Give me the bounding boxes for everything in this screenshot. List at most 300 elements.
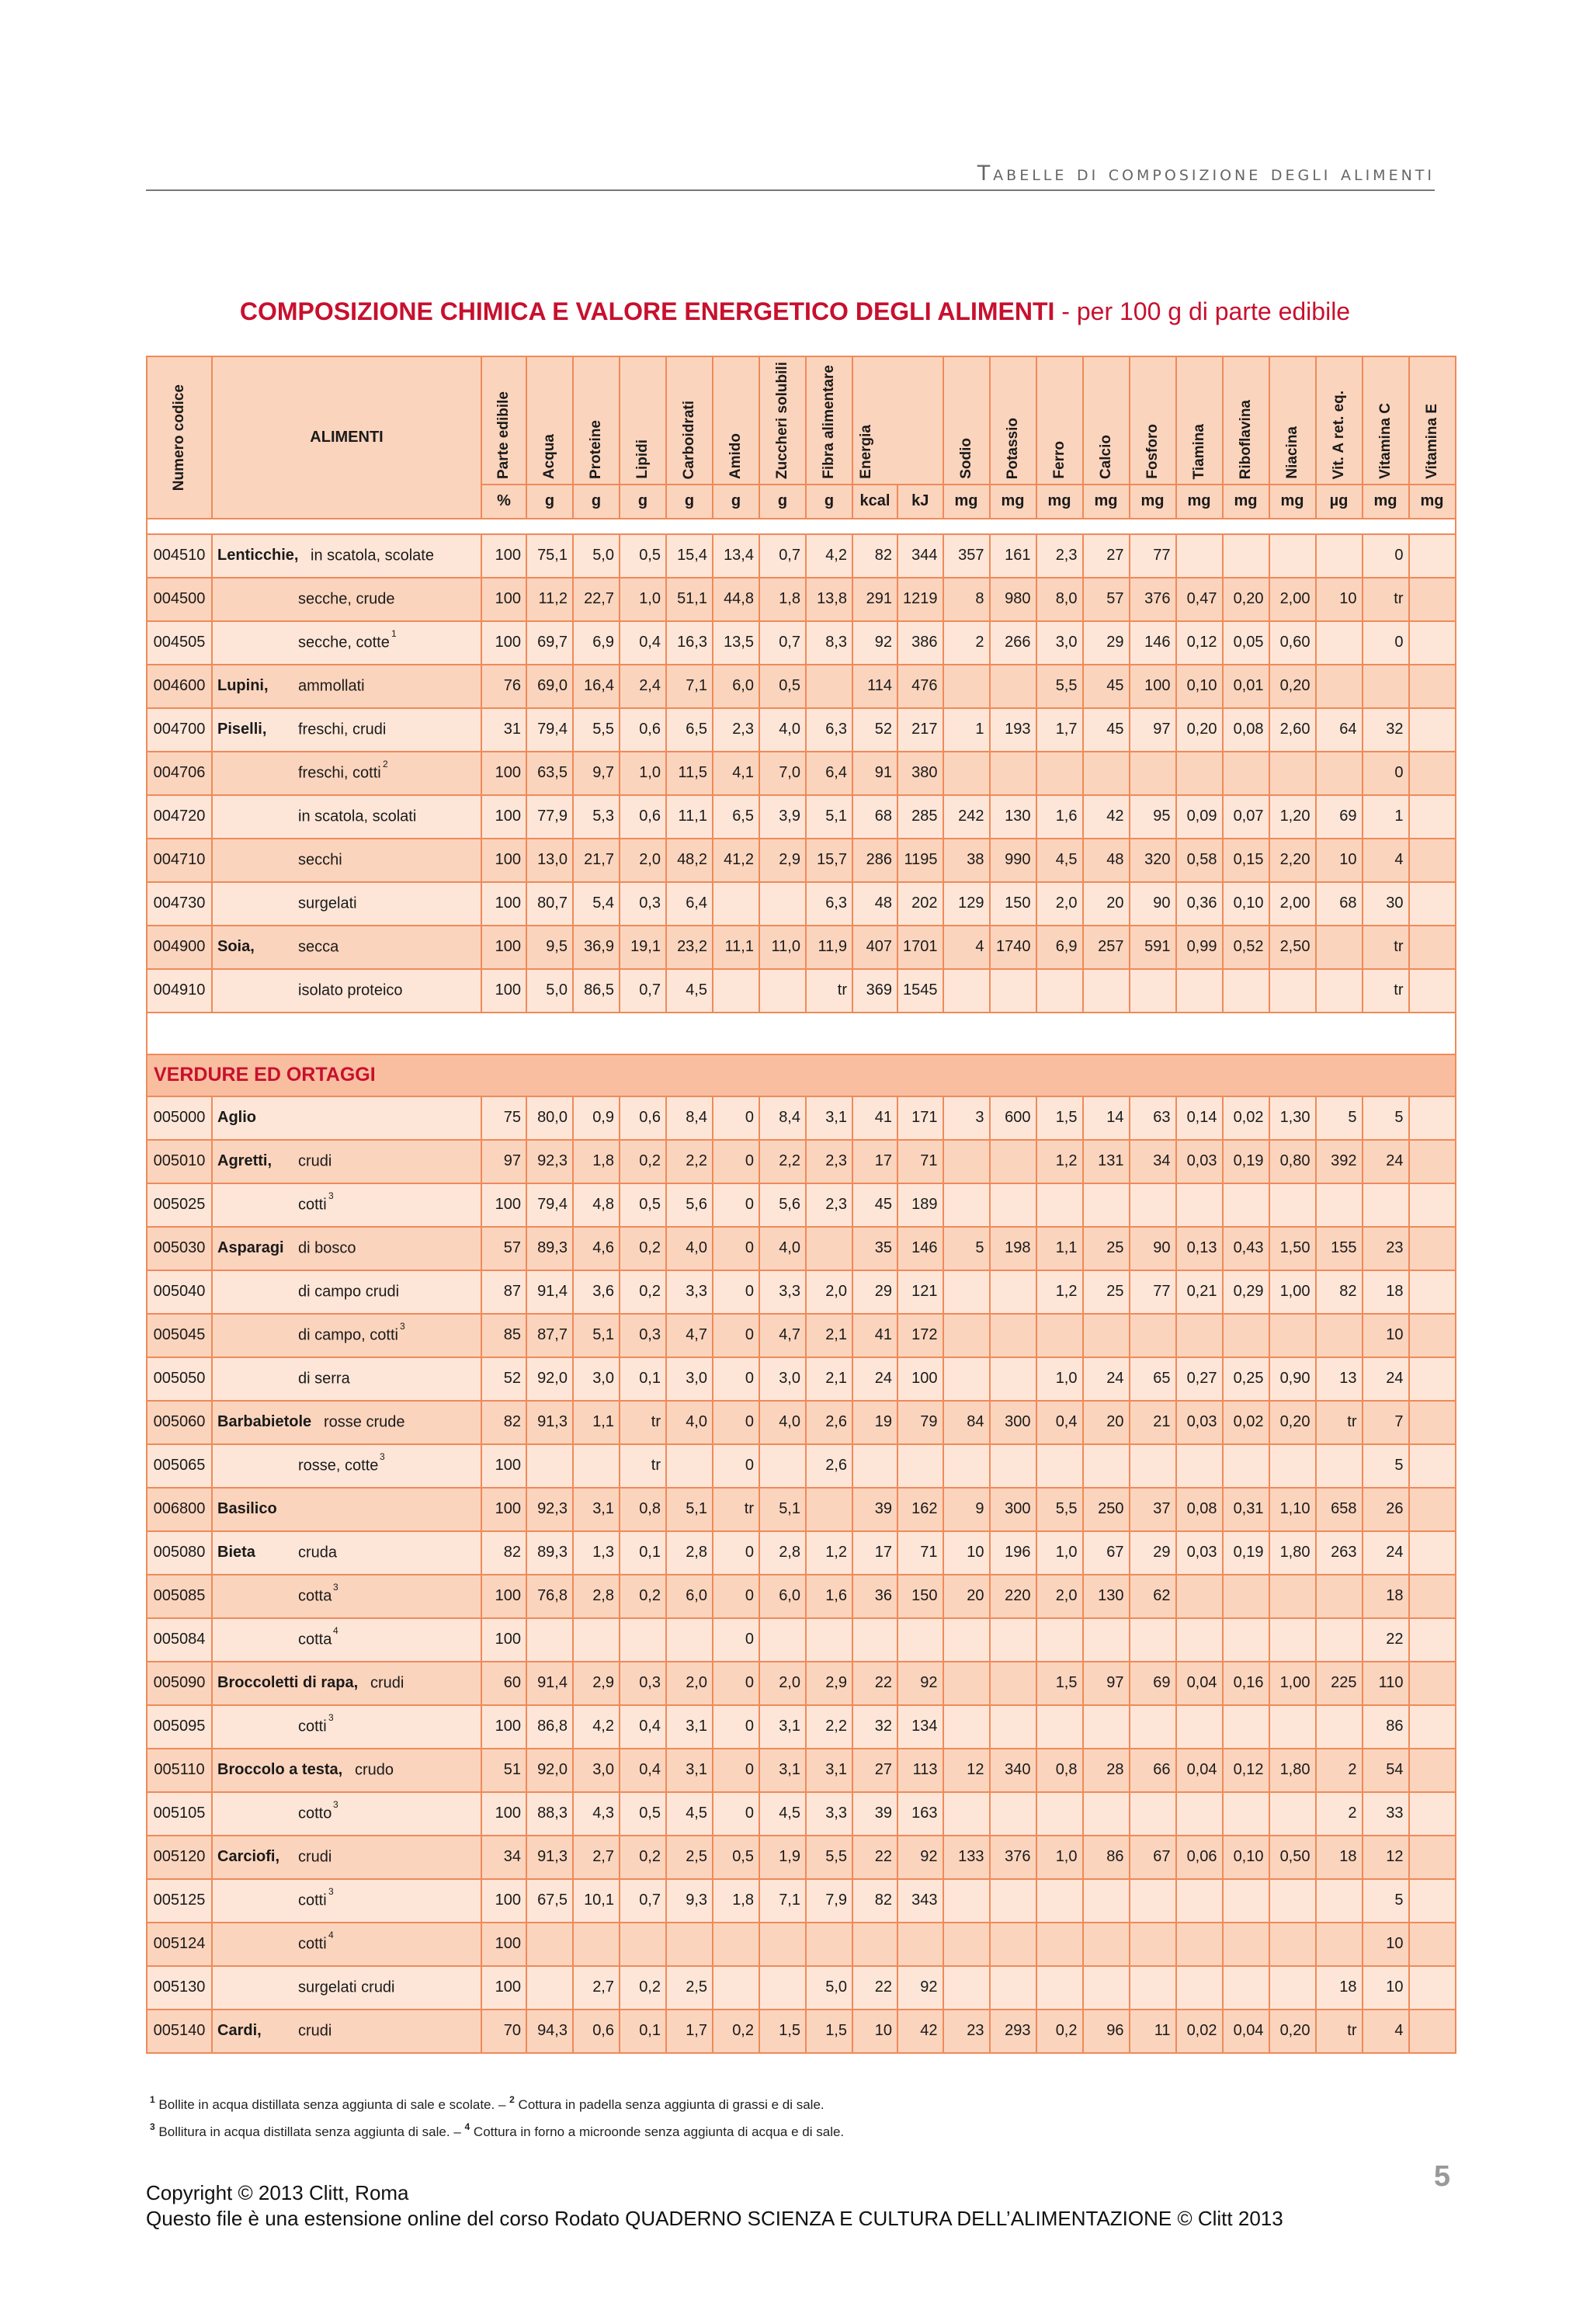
value-cell: 980 <box>990 578 1036 621</box>
footnotes <box>150 2089 844 2143</box>
value-cell: 0 <box>713 1444 759 1488</box>
value-cell: 0 <box>713 1792 759 1836</box>
table-row <box>147 1662 1456 1705</box>
value-cell <box>1316 1575 1363 1618</box>
value-cell <box>1409 1270 1456 1314</box>
value-cell: 0 <box>713 1575 759 1618</box>
value-cell: 6,0 <box>666 1575 713 1618</box>
value-cell: 0,47 <box>1176 578 1223 621</box>
column-header-19: Vitamina C <box>1363 356 1409 485</box>
value-cell: 5 <box>1316 1096 1363 1140</box>
value-cell: 0,06 <box>1176 1836 1223 1879</box>
value-cell: 32 <box>852 1705 897 1749</box>
value-cell: 88,3 <box>526 1792 573 1836</box>
column-header-5: Amido <box>713 356 759 485</box>
value-cell <box>1083 752 1130 795</box>
value-cell: 1,5 <box>1036 1096 1083 1140</box>
value-cell <box>1363 665 1409 708</box>
value-cell: 5,0 <box>526 969 573 1013</box>
value-cell: 22 <box>1363 1618 1409 1662</box>
value-cell: 0 <box>713 1183 759 1227</box>
value-cell: 2,3 <box>806 1183 852 1227</box>
value-cell <box>1409 534 1456 578</box>
value-cell: 0,1 <box>620 2010 666 2053</box>
value-cell <box>1130 1792 1176 1836</box>
value-cell <box>1130 1923 1176 1966</box>
value-cell <box>1316 1923 1363 1966</box>
value-cell: 31 <box>481 708 526 752</box>
food-code: 005085 <box>147 1575 212 1618</box>
value-cell <box>1409 1792 1456 1836</box>
value-cell: 77 <box>1130 534 1176 578</box>
food-name: Cardi, <box>217 2022 262 2040</box>
value-cell: 0,52 <box>1223 926 1269 969</box>
value-cell: 41 <box>852 1314 897 1357</box>
value-cell: 4,5 <box>666 969 713 1013</box>
value-cell: 2,20 <box>1269 839 1316 882</box>
value-cell: 100 <box>481 1705 526 1749</box>
blank-row <box>147 1013 1456 1054</box>
value-cell: 0,60 <box>1269 621 1316 665</box>
value-cell: 0,2 <box>620 1270 666 1314</box>
value-cell <box>990 1270 1036 1314</box>
value-cell <box>943 1662 990 1705</box>
table-title <box>0 297 1590 326</box>
value-cell: 369 <box>852 969 897 1013</box>
value-cell: 34 <box>481 1836 526 1879</box>
value-cell <box>1409 1183 1456 1227</box>
value-cell: 5,0 <box>806 1966 852 2010</box>
value-cell: 6,5 <box>666 708 713 752</box>
value-cell <box>1083 1923 1130 1966</box>
unit-cell: mg <box>990 485 1036 519</box>
value-cell <box>1223 1575 1269 1618</box>
food-description: cotta <box>298 1587 332 1605</box>
value-cell: 113 <box>897 1749 943 1792</box>
value-cell: 48 <box>852 882 897 926</box>
food-code: 005010 <box>147 1140 212 1183</box>
value-cell <box>759 882 806 926</box>
value-cell: 196 <box>990 1531 1036 1575</box>
value-cell: 4,7 <box>666 1314 713 1357</box>
value-cell: 0,02 <box>1176 2010 1223 2053</box>
value-cell: 22,7 <box>573 578 620 621</box>
value-cell <box>1409 665 1456 708</box>
value-cell <box>1269 1923 1316 1966</box>
value-cell: 4,2 <box>573 1705 620 1749</box>
table-row <box>147 1270 1456 1314</box>
value-cell <box>1223 1705 1269 1749</box>
value-cell: 21,7 <box>573 839 620 882</box>
value-cell: 100 <box>481 1488 526 1531</box>
value-cell: 100 <box>481 1923 526 1966</box>
food-code: 004505 <box>147 621 212 665</box>
value-cell: 86 <box>1363 1705 1409 1749</box>
food-code: 005045 <box>147 1314 212 1357</box>
value-cell: 0,4 <box>620 1705 666 1749</box>
value-cell: 2,2 <box>759 1140 806 1183</box>
value-cell: 0,36 <box>1176 882 1223 926</box>
food-name: Barbabietole <box>217 1413 312 1431</box>
column-header-20: Vitamina E <box>1409 356 1456 485</box>
value-cell: 5,1 <box>806 795 852 839</box>
value-cell: 5,4 <box>573 882 620 926</box>
food-description: secca <box>298 938 339 956</box>
value-cell: 18 <box>1316 1836 1363 1879</box>
value-cell: 0,2 <box>620 1836 666 1879</box>
value-cell <box>1130 969 1176 1013</box>
food-description: in scatola, scolate <box>311 547 434 564</box>
value-cell: tr <box>1363 926 1409 969</box>
value-cell <box>1223 1618 1269 1662</box>
food-description: rosse crude <box>324 1413 405 1431</box>
value-cell: 217 <box>897 708 943 752</box>
value-cell <box>1176 1618 1223 1662</box>
value-cell: 100 <box>481 534 526 578</box>
value-cell: 100 <box>481 1966 526 2010</box>
value-cell: 92,0 <box>526 1357 573 1401</box>
table-row <box>147 1749 1456 1792</box>
value-cell: 386 <box>897 621 943 665</box>
value-cell: 376 <box>990 1836 1036 1879</box>
value-cell: 11,2 <box>526 578 573 621</box>
value-cell <box>1176 1314 1223 1357</box>
value-cell: 6,4 <box>806 752 852 795</box>
value-cell <box>1083 1314 1130 1357</box>
unit-cell: kcal <box>852 485 897 519</box>
value-cell <box>943 1705 990 1749</box>
value-cell: 320 <box>1130 839 1176 882</box>
nutrition-table-wrapper <box>146 356 1456 2054</box>
value-cell <box>990 1879 1036 1923</box>
value-cell <box>990 1923 1036 1966</box>
table-row <box>147 1966 1456 2010</box>
value-cell: 0,6 <box>620 1096 666 1140</box>
food-name: Piselli, <box>217 721 267 738</box>
value-cell <box>1083 1792 1130 1836</box>
value-cell: 0,03 <box>1176 1140 1223 1183</box>
food-description: cotti <box>298 1935 327 1953</box>
value-cell: 300 <box>990 1488 1036 1531</box>
value-cell: 97 <box>1083 1662 1130 1705</box>
food-name-cell <box>212 578 481 621</box>
value-cell: 77 <box>1130 1270 1176 1314</box>
column-header-18: Vit. A ret. eq. <box>1316 356 1363 485</box>
value-cell: 340 <box>990 1749 1036 1792</box>
value-cell: 0,05 <box>1223 621 1269 665</box>
value-cell: 5,6 <box>666 1183 713 1227</box>
food-code: 005130 <box>147 1966 212 2010</box>
value-cell: 0 <box>713 1401 759 1444</box>
value-cell: 0,19 <box>1223 1531 1269 1575</box>
value-cell: 2,8 <box>573 1575 620 1618</box>
value-cell: 100 <box>1130 665 1176 708</box>
value-cell: 0,02 <box>1223 1096 1269 1140</box>
value-cell: 0,2 <box>1036 2010 1083 2053</box>
value-cell: 8,3 <box>806 621 852 665</box>
value-cell: 10 <box>1363 1314 1409 1357</box>
value-cell: 79,4 <box>526 708 573 752</box>
value-cell: 66 <box>1130 1749 1176 1792</box>
value-cell: 11 <box>1130 2010 1176 2053</box>
value-cell: 1,6 <box>1036 795 1083 839</box>
value-cell: 4 <box>943 926 990 969</box>
value-cell: 0,7 <box>759 621 806 665</box>
value-cell: 0,04 <box>1176 1662 1223 1705</box>
food-code: 005065 <box>147 1444 212 1488</box>
value-cell: 24 <box>1363 1531 1409 1575</box>
value-cell <box>759 1618 806 1662</box>
value-cell <box>1223 1923 1269 1966</box>
value-cell <box>1409 1618 1456 1662</box>
value-cell: 2,50 <box>1269 926 1316 969</box>
value-cell: 38 <box>943 839 990 882</box>
value-cell <box>1409 1966 1456 2010</box>
value-cell <box>943 1792 990 1836</box>
value-cell <box>943 1183 990 1227</box>
value-cell: 0 <box>713 1705 759 1749</box>
value-cell: 86,5 <box>573 969 620 1013</box>
food-name-cell <box>212 1488 481 1531</box>
value-cell: 407 <box>852 926 897 969</box>
value-cell: 1,0 <box>1036 1357 1083 1401</box>
value-cell: 24 <box>1363 1357 1409 1401</box>
value-cell: 17 <box>852 1531 897 1575</box>
value-cell: 3,0 <box>573 1357 620 1401</box>
value-cell: 5,3 <box>573 795 620 839</box>
value-cell: 0,4 <box>620 621 666 665</box>
value-cell <box>990 1662 1036 1705</box>
value-cell: 91 <box>852 752 897 795</box>
unit-cell: g <box>526 485 573 519</box>
value-cell <box>1316 1183 1363 1227</box>
value-cell: 23 <box>1363 1227 1409 1270</box>
value-cell: 69 <box>1316 795 1363 839</box>
value-cell <box>526 1923 573 1966</box>
value-cell: 0,04 <box>1223 2010 1269 2053</box>
unit-cell: g <box>713 485 759 519</box>
value-cell: tr <box>620 1401 666 1444</box>
value-cell: 3,1 <box>759 1749 806 1792</box>
value-cell: 25 <box>1083 1227 1130 1270</box>
value-cell: 5 <box>1363 1096 1409 1140</box>
value-cell: 0,09 <box>1176 795 1223 839</box>
value-cell: 80,0 <box>526 1096 573 1140</box>
value-cell: 0,29 <box>1223 1270 1269 1314</box>
value-cell: 63,5 <box>526 752 573 795</box>
value-cell: 97 <box>1130 708 1176 752</box>
value-cell <box>759 1966 806 2010</box>
value-cell: 134 <box>897 1705 943 1749</box>
column-header-7: Fibra alimentare <box>806 356 852 485</box>
food-name-cell <box>212 1227 481 1270</box>
value-cell: 189 <box>897 1183 943 1227</box>
food-name: Asparagi <box>217 1239 284 1257</box>
value-cell: 1,2 <box>806 1531 852 1575</box>
value-cell <box>1130 1879 1176 1923</box>
value-cell: 22 <box>852 1662 897 1705</box>
value-cell <box>1409 1575 1456 1618</box>
value-cell <box>1409 708 1456 752</box>
food-name-cell <box>212 1357 481 1401</box>
value-cell: 0,4 <box>1036 1401 1083 1444</box>
column-header-4: Carboidrati <box>666 356 713 485</box>
value-cell: 45 <box>852 1183 897 1227</box>
value-cell <box>1176 1966 1223 2010</box>
table-row <box>147 1705 1456 1749</box>
value-cell: 0,25 <box>1223 1357 1269 1401</box>
value-cell: 36,9 <box>573 926 620 969</box>
value-cell: 69 <box>1130 1662 1176 1705</box>
value-cell: 91,4 <box>526 1662 573 1705</box>
value-cell: 76 <box>481 665 526 708</box>
value-cell <box>1223 1183 1269 1227</box>
food-code: 005025 <box>147 1183 212 1227</box>
value-cell: 0,16 <box>1223 1662 1269 1705</box>
value-cell: 0,1 <box>620 1357 666 1401</box>
value-cell: 3,9 <box>759 795 806 839</box>
value-cell: 0,01 <box>1223 665 1269 708</box>
value-cell: 18 <box>1316 1966 1363 2010</box>
food-name: Basilico <box>217 1500 277 1518</box>
page-number: 5 <box>1433 2160 1450 2193</box>
value-cell <box>1409 1227 1456 1270</box>
value-cell: 85 <box>481 1314 526 1357</box>
value-cell: 11,5 <box>666 752 713 795</box>
value-cell <box>1176 1183 1223 1227</box>
column-header-11: Potassio <box>990 356 1036 485</box>
value-cell <box>1036 1314 1083 1357</box>
value-cell: 82 <box>852 534 897 578</box>
value-cell: 26 <box>1363 1488 1409 1531</box>
value-cell <box>1223 752 1269 795</box>
value-cell: 7,1 <box>666 665 713 708</box>
table-title-sub: - per 100 g di parte edibile <box>1054 297 1351 325</box>
value-cell: 4,7 <box>759 1314 806 1357</box>
value-cell <box>897 1923 943 1966</box>
value-cell: 1,0 <box>1036 1531 1083 1575</box>
value-cell: 1,6 <box>806 1575 852 1618</box>
value-cell: 0,2 <box>620 1227 666 1270</box>
value-cell <box>1083 1879 1130 1923</box>
value-cell: 293 <box>990 2010 1036 2053</box>
value-cell <box>1316 969 1363 1013</box>
value-cell: 0,13 <box>1176 1227 1223 1270</box>
value-cell <box>1036 1705 1083 1749</box>
value-cell: 0,7 <box>620 1879 666 1923</box>
value-cell: 0 <box>713 1749 759 1792</box>
value-cell: 0,08 <box>1176 1488 1223 1531</box>
value-cell: 4,3 <box>573 1792 620 1836</box>
value-cell <box>1176 1923 1223 1966</box>
value-cell <box>943 1966 990 2010</box>
value-cell <box>526 1966 573 2010</box>
value-cell: 5 <box>1363 1879 1409 1923</box>
value-cell <box>1176 1575 1223 1618</box>
value-cell: 6,9 <box>573 621 620 665</box>
value-cell: 3,1 <box>806 1749 852 1792</box>
food-code: 004900 <box>147 926 212 969</box>
value-cell <box>852 1618 897 1662</box>
food-name-cell <box>212 665 481 708</box>
value-cell <box>943 1140 990 1183</box>
food-description: di bosco <box>298 1239 356 1257</box>
value-cell: 35 <box>852 1227 897 1270</box>
value-cell <box>806 1227 852 1270</box>
value-cell <box>1083 1966 1130 2010</box>
value-cell <box>943 1923 990 1966</box>
value-cell: 5,5 <box>806 1836 852 1879</box>
table-row <box>147 1096 1456 1140</box>
value-cell <box>1176 1879 1223 1923</box>
table-row <box>147 926 1456 969</box>
value-cell: 5,5 <box>573 708 620 752</box>
food-name-cell <box>212 1314 481 1357</box>
food-name: Agretti, <box>217 1152 272 1170</box>
value-cell: 51 <box>481 1749 526 1792</box>
value-cell: 658 <box>1316 1488 1363 1531</box>
value-cell: 3,0 <box>666 1357 713 1401</box>
value-cell: 2 <box>1316 1749 1363 1792</box>
value-cell: 100 <box>481 969 526 1013</box>
value-cell: 11,9 <box>806 926 852 969</box>
value-cell: 4,8 <box>573 1183 620 1227</box>
value-cell <box>990 752 1036 795</box>
value-cell <box>713 1923 759 1966</box>
value-cell: 0,6 <box>620 708 666 752</box>
value-cell: 1,3 <box>573 1531 620 1575</box>
value-cell <box>1316 665 1363 708</box>
value-cell: 100 <box>481 1618 526 1662</box>
food-name: Broccolo a testa, <box>217 1761 343 1779</box>
food-code: 004710 <box>147 839 212 882</box>
food-name: Broccoletti di rapa, <box>217 1674 359 1692</box>
value-cell <box>1409 1749 1456 1792</box>
value-cell: 0,27 <box>1176 1357 1223 1401</box>
value-cell: 5,1 <box>666 1488 713 1531</box>
value-cell: 1,0 <box>620 752 666 795</box>
value-cell <box>1316 752 1363 795</box>
value-cell: 13,8 <box>806 578 852 621</box>
value-cell: 1,0 <box>1036 1836 1083 1879</box>
value-cell: 131 <box>1083 1140 1130 1183</box>
value-cell: 54 <box>1363 1749 1409 1792</box>
value-cell: 100 <box>481 839 526 882</box>
value-cell: 0 <box>1363 752 1409 795</box>
value-cell: tr <box>1363 578 1409 621</box>
table-row <box>147 882 1456 926</box>
value-cell: 10 <box>1316 839 1363 882</box>
value-cell <box>1036 1183 1083 1227</box>
value-cell: 5,5 <box>1036 665 1083 708</box>
food-name-cell <box>212 839 481 882</box>
column-header-16: Riboflavina <box>1223 356 1269 485</box>
value-cell: 2,2 <box>666 1140 713 1183</box>
table-row <box>147 708 1456 752</box>
value-cell: 2,0 <box>620 839 666 882</box>
value-cell: 63 <box>1130 1096 1176 1140</box>
copyright-line: Copyright © 2013 Clitt, Roma <box>146 2181 409 2204</box>
value-cell: 600 <box>990 1096 1036 1140</box>
value-cell: 100 <box>481 621 526 665</box>
value-cell: 68 <box>852 795 897 839</box>
value-cell: tr <box>806 969 852 1013</box>
value-cell: 0,04 <box>1176 1749 1223 1792</box>
value-cell: 2,60 <box>1269 708 1316 752</box>
value-cell: 10 <box>1363 1923 1409 1966</box>
food-name-cell <box>212 1923 481 1966</box>
value-cell: 15,7 <box>806 839 852 882</box>
